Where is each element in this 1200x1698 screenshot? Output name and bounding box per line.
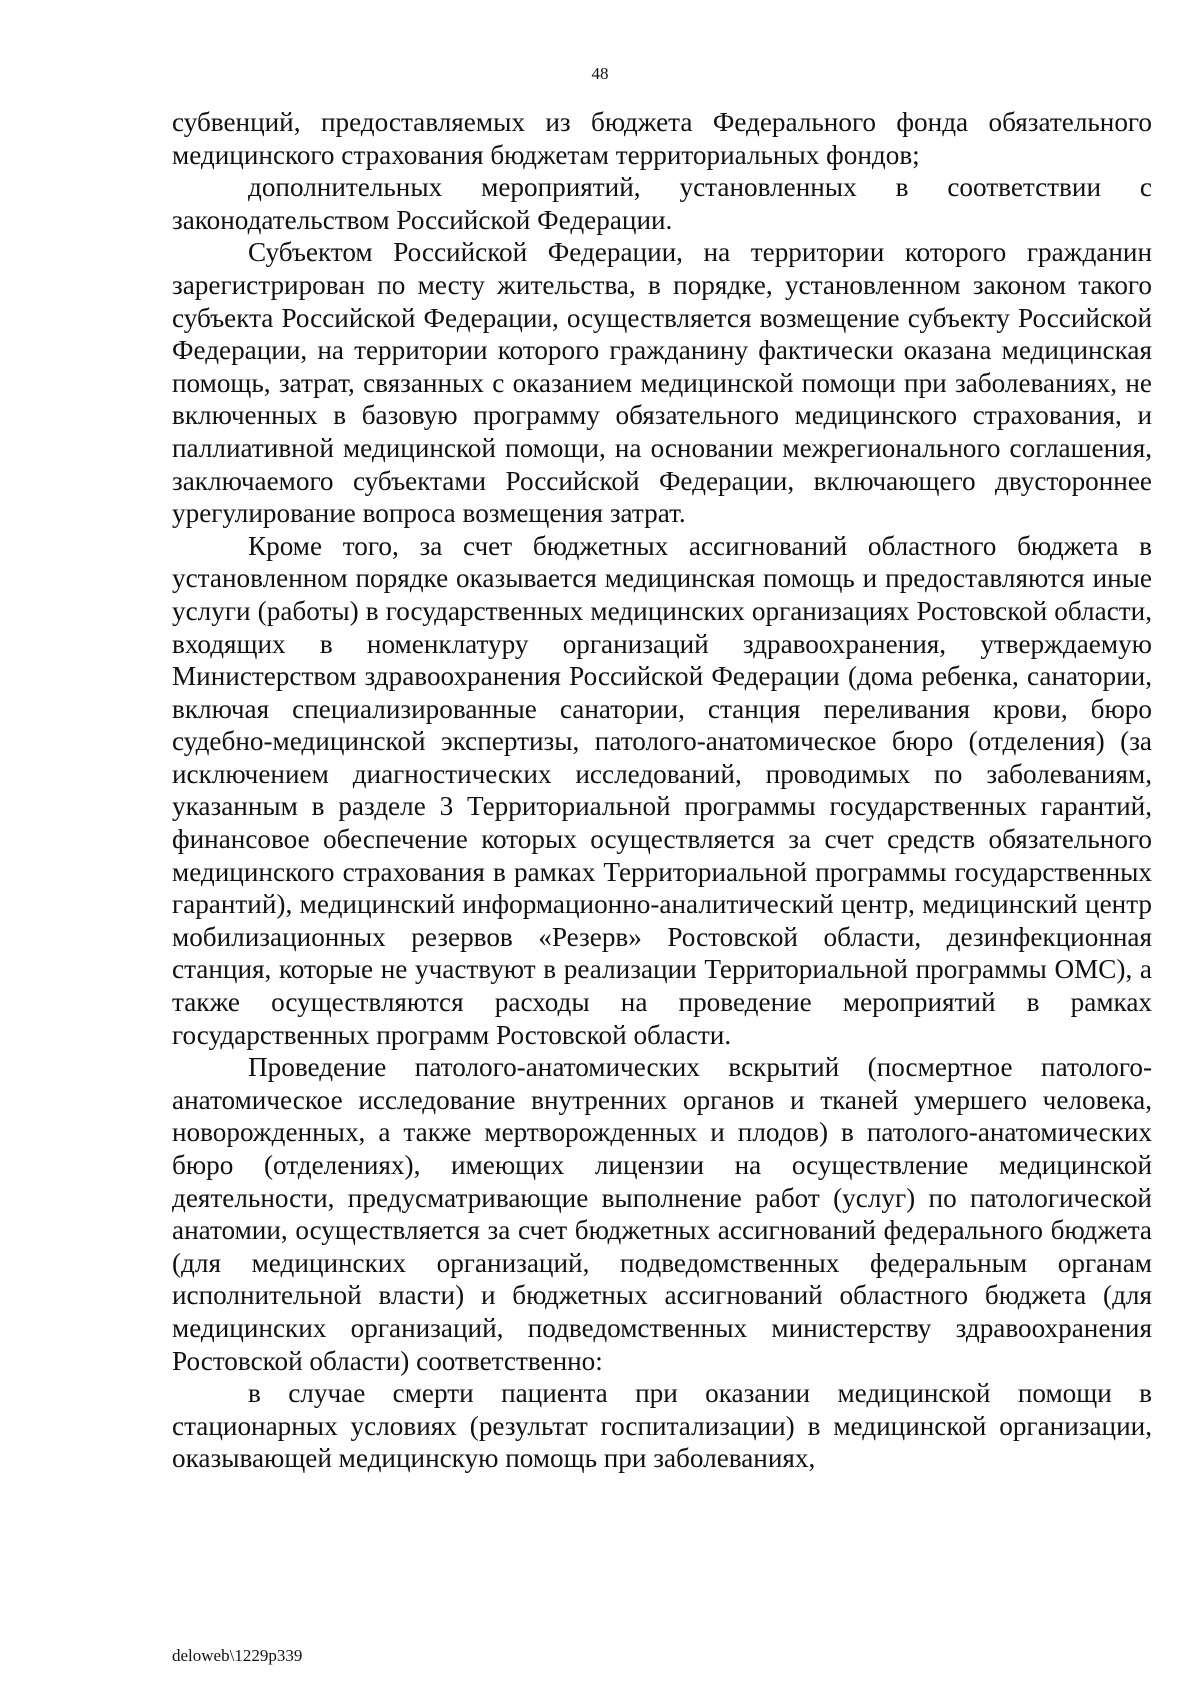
paragraph: дополнительных мероприятий, установленных в соответствии с законодательством Российской Федерации. [172,172,1152,235]
paragraph: Проведение патолого-анатомических вскрытий (посмертное патолого-анатомическое исследование внутренних органов и тканей умершего человека, новорожденных, а также мертворожденных и плодов) в патолого-анатомических бюро (отделениях), имеющих лицензии на осуществление медицинской деятельности, предусматривающие выполнение работ (услуг) по патологической анатомии, осуществляется за счет бюджетных ассигнований федерального бюджета (для медицинских организаций, подведомственных федеральным органам исполнительной власти) и бюджетных ассигнований областного бюджета (для медицинских организаций, подведомственных министерству здравоохранения Ростовской области) соответственно: [172,1052,1152,1376]
paragraph-continuation: субвенций, предоставляемых из бюджета Федерального фонда обязательного медицинского страхования бюджетам территориальных фондов; [172,107,1152,170]
page-number: 48 [591,64,609,83]
paragraph: Субъектом Российской Федерации, на территории которого гражданин зарегистрирован по месту жительства, в порядке, установленном законом такого субъекта Российской Федерации, осуществляется возмещение субъекту Российской Федерации, на территории которого гражданину фактически оказана медицинская помощь, затрат, связанных с оказанием медицинской помощи при заболеваниях, не включенных в базовую программу обязательного медицинского страхования, и паллиативной медицинской помощи, на основании межрегионального соглашения, заключаемого субъектами Российской Федерации, включающего двустороннее урегулирование вопроса возмещения затрат. [172,237,1152,529]
footer-document-code: deloweb\1229p339 [172,1646,303,1665]
paragraph: в случае смерти пациента при оказании медицинской помощи в стационарных условиях (результат госпитализации) в медицинской организации, оказывающей медицинскую помощь при заболеваниях, [172,1378,1152,1474]
paragraph: Кроме того, за счет бюджетных ассигнований областного бюджета в установленном порядке оказывается медицинская помощь и предоставляются иные услуги (работы) в государственных медицинских организациях Ростовской области, входящих в номенклатуру организаций здравоохранения, утверждаемую Министерством здравоохранения Российской Федерации (дома ребенка, санатории, включая специализированные санатории, станция переливания крови, бюро судебно-медицинской экспертизы, патолого-анатомическое бюро (отделения) (за исключением диагностических исследований, проводимых по заболеваниям, указанным в разделе 3 Территориальной программы государственных гарантий, финансовое обеспечение которых осуществляется за счет средств обязательного медицинского страхования в рамках Территориальной программы государственных гарантий), медицинский информационно-аналитический центр, медицинский центр мобилизационных резервов «Резерв» Ростовской области, дезинфекционная станция, которые не участвуют в реализации Территориальной программы ОМС), а также осуществляются расходы на проведение мероприятий в рамках государственных программ Ростовской области. [172,530,1152,1050]
document-body [172,106,1152,1475]
